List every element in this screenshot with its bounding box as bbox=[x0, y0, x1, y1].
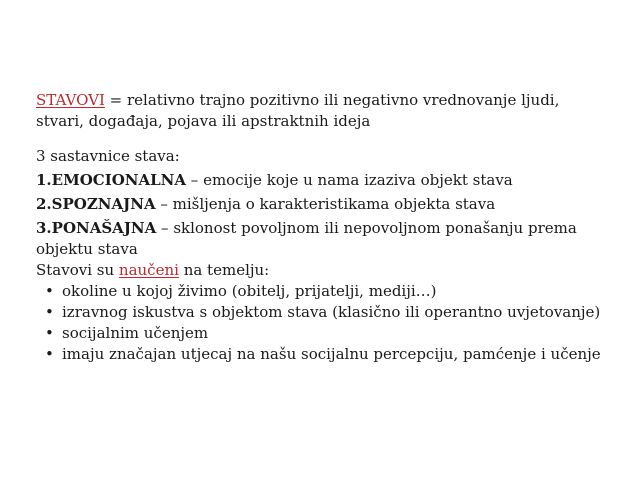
definition-line-1 bbox=[36, 90, 606, 111]
bullet-text: izravnog iskustva s objektom stava (klasično ili operantno uvjetovanje) bbox=[62, 303, 601, 321]
learned-bullet-list bbox=[36, 281, 606, 365]
component-emotional bbox=[36, 170, 606, 191]
component-label: 3.PONAŠAJNA bbox=[36, 219, 157, 237]
component-text: – emocije koje u nama izaziva objekt stava bbox=[186, 171, 513, 189]
learned-heading bbox=[36, 260, 606, 281]
component-cognitive bbox=[36, 194, 606, 215]
bullet-item bbox=[36, 302, 606, 323]
components-heading: 3 sastavnice stava: bbox=[36, 147, 180, 165]
bullet-text: okoline u kojoj živimo (obitelj, prijatelji, mediji…) bbox=[62, 282, 437, 300]
learned-prefix: Stavovi su bbox=[36, 261, 119, 279]
slide-content bbox=[36, 90, 606, 365]
bullet-text: imaju značajan utjecaj na našu socijalnu percepciju, pamćenje i učenje bbox=[62, 345, 601, 363]
bullet-item bbox=[36, 323, 606, 344]
learned-suffix: na temelju: bbox=[178, 261, 270, 279]
component-text: – sklonost povoljnom ili nepovoljnom ponašanju prema bbox=[156, 219, 577, 237]
spacer bbox=[36, 132, 606, 146]
bullet-icon: • bbox=[45, 345, 54, 363]
bullet-text: socijalnim učenjem bbox=[62, 324, 209, 342]
component-label: 1.EMOCIONALNA bbox=[36, 171, 187, 189]
definition-line-2: stvari, događaja, pojava ili apstraktnih ideja bbox=[36, 112, 371, 130]
bullet-icon: • bbox=[45, 282, 54, 300]
bullet-item bbox=[36, 344, 606, 365]
term-stavovi: STAVOVI bbox=[36, 91, 105, 109]
component-text: – mišljenja o karakteristikama objekta stava bbox=[155, 195, 496, 213]
learned-highlight: naučeni bbox=[118, 261, 179, 279]
bullet-item bbox=[36, 281, 606, 302]
component-behavioral bbox=[36, 218, 606, 239]
component-behavioral-continuation: objektu stava bbox=[36, 240, 138, 258]
definition-text-1: = relativno trajno pozitivno ili negativno vrednovanje ljudi, bbox=[104, 91, 560, 109]
bullet-icon: • bbox=[45, 324, 54, 342]
component-label: 2.SPOZNAJNA bbox=[36, 195, 156, 213]
bullet-icon: • bbox=[45, 303, 54, 321]
